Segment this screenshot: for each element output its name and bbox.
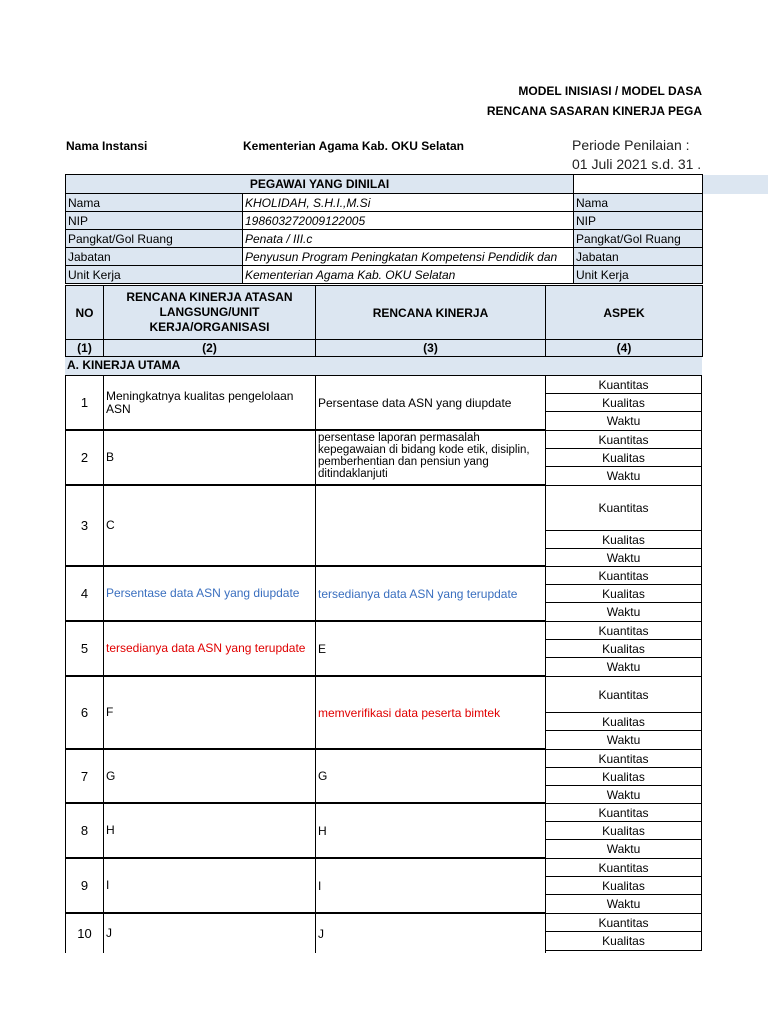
row-rencana-atasan: tersedianya data ASN yang terupdate	[106, 641, 306, 655]
aspek-cell: Kualitas	[545, 712, 702, 731]
header-rencana-kinerja: RENCANA KINERJA	[316, 286, 546, 340]
section-a-title: A. KINERJA UTAMA	[67, 358, 181, 372]
instansi-label: Nama Instansi	[66, 139, 148, 153]
row-no-cell	[65, 858, 103, 913]
row-atasan-cell	[103, 676, 315, 749]
pegawai-nip-value: 198603272009122005	[243, 212, 574, 230]
aspek-cell: Kuantitas	[545, 430, 702, 449]
aspek-cell: Kuantitas	[545, 621, 702, 640]
aspek-cell: Kuantitas	[545, 676, 702, 713]
pegawai-unit-label: Unit Kerja	[66, 266, 243, 284]
pegawai-nip-label: NIP	[66, 212, 243, 230]
pegawai-section-title: PEGAWAI YANG DINILAI	[66, 175, 574, 194]
row-no-cell	[65, 430, 103, 485]
row-no-cell	[65, 485, 103, 566]
row-rencana-atasan: I	[106, 878, 110, 892]
aspek-cell: Kualitas	[545, 876, 702, 895]
row-rencana-atasan: J	[106, 926, 112, 940]
row-kinerja-cell	[315, 858, 545, 913]
aspek-cell: Kualitas	[545, 393, 702, 412]
aspek-cell: Waktu	[545, 839, 702, 859]
aspek-cell: Kuantitas	[545, 485, 702, 531]
row-kinerja-cell	[315, 566, 545, 621]
row-no: 2	[80, 450, 89, 465]
row-no: 5	[80, 641, 89, 656]
aspek-cell: Kuantitas	[545, 566, 702, 585]
periode-label: Periode Penilaian :	[572, 137, 690, 153]
row-rencana-kinerja: E	[318, 641, 327, 656]
aspek-cell: Waktu	[545, 602, 702, 622]
aspek-cell: Kualitas	[545, 639, 702, 658]
aspek-cell: Waktu	[545, 411, 702, 431]
row-rencana-kinerja: I	[318, 878, 322, 893]
aspek-cell: Waktu	[545, 785, 702, 804]
periode-highlight	[703, 175, 768, 194]
pegawai-unit-value: Kementerian Agama Kab. OKU Selatan	[243, 266, 574, 284]
aspek-cell: Kuantitas	[545, 375, 702, 394]
pegawai-pangkat-label: Pangkat/Gol Ruang	[66, 230, 243, 248]
atasan-nip-label: NIP	[574, 212, 703, 230]
row-kinerja-cell	[315, 375, 545, 430]
row-rencana-atasan: H	[106, 823, 115, 837]
aspek-cell: Waktu	[545, 657, 702, 677]
aspek-cell: Kualitas	[545, 821, 702, 840]
document-title: MODEL INISIASI / MODEL DASA	[518, 84, 702, 98]
atasan-pangkat-label: Pangkat/Gol Ruang	[574, 230, 703, 248]
row-no: 4	[80, 586, 89, 601]
row-atasan-cell	[103, 485, 315, 566]
row-kinerja-cell	[315, 749, 545, 803]
pegawai-jabatan-label: Jabatan	[66, 248, 243, 266]
row-no-cell	[65, 375, 103, 430]
atasan-jabatan-label: Jabatan	[574, 248, 703, 266]
instansi-value: Kementerian Agama Kab. OKU Selatan	[243, 139, 464, 153]
row-rencana-kinerja: J	[318, 926, 324, 941]
row-kinerja-cell	[315, 485, 545, 566]
aspek-cell: Kuantitas	[545, 749, 702, 768]
row-kinerja-cell	[315, 913, 545, 953]
row-no-cell	[65, 803, 103, 858]
header-no: NO	[66, 286, 104, 340]
row-no: 8	[80, 823, 89, 838]
atasan-nama-label: Nama	[574, 194, 703, 212]
row-rencana-kinerja: tersedianya data ASN yang terupdate	[318, 586, 518, 601]
row-atasan-cell	[103, 375, 315, 430]
row-rencana-atasan: Persentase data ASN yang diupdate	[106, 586, 300, 600]
rencana-header-table	[65, 285, 703, 357]
aspek-cell: Waktu	[545, 730, 702, 750]
row-rencana-atasan: C	[106, 518, 115, 532]
row-rencana-atasan: F	[106, 705, 114, 719]
row-no-cell	[65, 566, 103, 621]
pegawai-pangkat-value: Penata / III.c	[243, 230, 574, 248]
row-no: 7	[80, 768, 89, 784]
aspek-cell: Waktu	[545, 548, 702, 567]
row-kinerja-cell	[315, 621, 545, 676]
row-no: 6	[80, 705, 89, 720]
row-rencana-kinerja: H	[318, 823, 327, 838]
row-rencana-kinerja: Persentase data ASN yang diupdate	[318, 395, 512, 410]
aspek-cell: Waktu	[545, 894, 702, 914]
pegawai-right-blank	[574, 175, 703, 194]
header-num-1: (1)	[66, 340, 104, 357]
row-atasan-cell	[103, 430, 315, 485]
row-kinerja-cell	[315, 430, 545, 485]
aspek-cell: Kualitas	[545, 448, 702, 467]
document-subtitle: RENCANA SASARAN KINERJA PEGA	[486, 104, 702, 118]
row-kinerja-cell	[315, 676, 545, 749]
row-rencana-atasan: B	[106, 450, 115, 464]
pegawai-table	[65, 174, 703, 284]
header-aspek: ASPEK	[546, 286, 703, 340]
header-rencana-atasan: RENCANA KINERJA ATASAN LANGSUNG/UNIT KERJA/ORGANISASI	[104, 286, 316, 340]
row-no: 1	[80, 395, 89, 410]
header-num-3: (3)	[316, 340, 546, 357]
aspek-cell: Kualitas	[545, 530, 702, 549]
row-no-cell	[65, 621, 103, 676]
aspek-cell: Kualitas	[545, 931, 702, 951]
aspek-cell: Kualitas	[545, 767, 702, 786]
row-no: 10	[77, 926, 92, 941]
row-rencana-kinerja: persentase laporan permasalah kepegawaian di bidang kode etik, disiplin, pemberhentian dan pensiun yang ditindaklanjuti	[318, 432, 530, 480]
row-no-cell	[65, 749, 103, 803]
aspek-cell: Waktu	[545, 466, 702, 486]
pegawai-nama-label: Nama	[66, 194, 243, 212]
row-rencana-atasan: Meningkatnya kualitas pengelolaan ASN	[106, 388, 294, 416]
row-atasan-cell	[103, 803, 315, 858]
row-no-cell	[65, 913, 103, 953]
row-atasan-cell	[103, 858, 315, 913]
row-atasan-cell	[103, 566, 315, 621]
row-atasan-cell	[103, 621, 315, 676]
row-no: 9	[80, 878, 89, 893]
row-kinerja-cell	[315, 803, 545, 858]
row-atasan-cell	[103, 749, 315, 803]
aspek-cell: Kuantitas	[545, 913, 702, 932]
pegawai-jabatan-value: Penyusun Program Peningkatan Kompetensi Pendidik dan	[243, 248, 574, 266]
row-atasan-cell	[103, 913, 315, 953]
row-rencana-kinerja: memverifikasi data peserta bimtek	[318, 705, 501, 720]
header-num-2: (2)	[104, 340, 316, 357]
aspek-cell: Kuantitas	[545, 803, 702, 822]
aspek-cell: Kualitas	[545, 584, 702, 603]
row-no: 3	[80, 518, 89, 533]
header-num-4: (4)	[546, 340, 703, 357]
row-rencana-atasan: G	[106, 768, 116, 783]
row-rencana-kinerja: G	[318, 769, 328, 783]
atasan-unit-label: Unit Kerja	[574, 266, 703, 284]
pegawai-nama-value: KHOLIDAH, S.H.I.,M.Si	[243, 194, 574, 212]
periode-value: 01 Juli 2021 s.d. 31 .	[572, 156, 702, 172]
row-no-cell	[65, 676, 103, 749]
aspek-cell: Kuantitas	[545, 858, 702, 877]
